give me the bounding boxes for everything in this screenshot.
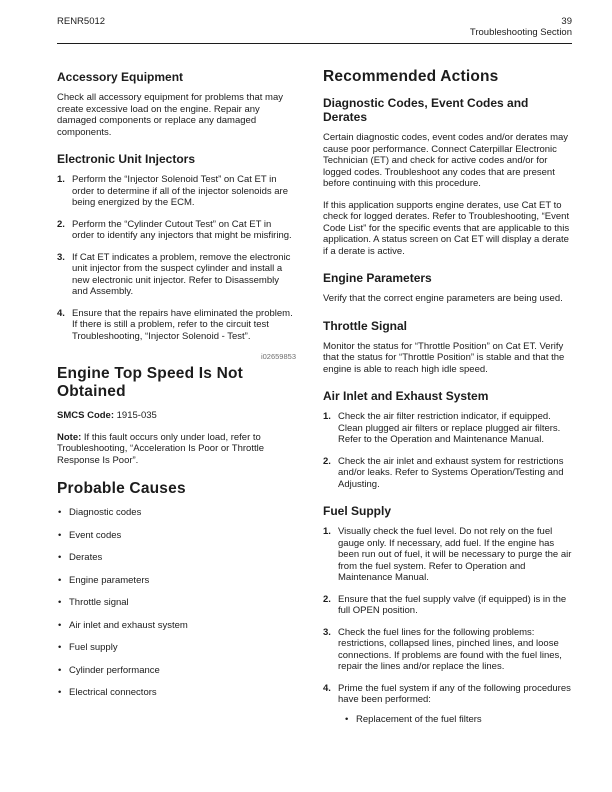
step-item: Visually check the fuel level. Do not rely on the fuel gauge only. If necessary, add fuel. If the engine has been run out of fuel, it will be necessary to purge the air from the fuel system. Refer to Operation and Maintenance Manual.	[338, 526, 572, 583]
step-item: If Cat ET indicates a problem, remove the electronic unit injector from the suspect cylinder and install a new electronic unit injector. Refer to Disassembly and Assembly.	[72, 251, 291, 297]
section-title: Troubleshooting Section	[469, 27, 572, 38]
diagnostic-codes-paragraph-1: Certain diagnostic codes, event codes and/or derates may cause poor performance. Connect Caterpillar Electronic Technician (ET) and check for active codes and/or for logged codes. Troubleshoot any codes that are present before continuing with this procedure.	[323, 132, 569, 189]
step-item: Check the air inlet and exhaust system for restrictions and/or leaks. Refer to Systems Operation/Testing and Adjusting.	[338, 455, 564, 490]
air-inlet-steps	[323, 411, 572, 490]
smcs-line	[57, 410, 296, 422]
page-number: 39	[561, 16, 572, 27]
electronic-unit-injectors-heading: Electronic Unit Injectors	[57, 152, 196, 166]
bullet-item: • Diagnostic codes	[57, 507, 296, 519]
throttle-signal-paragraph: Monitor the status for “Throttle Position” on Cat ET. Verify that the status for “Throttle Position” is stable and that the engine is able to reach high idle speed.	[323, 340, 565, 375]
right-column	[323, 44, 572, 735]
step-item-text: Prime the fuel system if any of the following procedures have been performed:	[338, 682, 571, 705]
fuel-supply-sub-list	[338, 714, 572, 726]
bullet-item: • Cylinder performance	[57, 665, 296, 677]
step-item	[323, 683, 572, 726]
engine-top-speed-heading: Engine Top Speed Is Not Obtained	[57, 365, 244, 400]
engine-parameters-paragraph: Verify that the correct engine parameters are being used.	[323, 293, 563, 304]
air-inlet-heading: Air Inlet and Exhaust System	[323, 389, 489, 403]
bullet-item: • Event codes	[57, 530, 296, 542]
throttle-signal-heading: Throttle Signal	[323, 318, 407, 333]
accessory-equipment-paragraph: Check all accessory equipment for problems that may create excessive load on the engine. Repair any damaged components or replace any damaged components.	[57, 92, 283, 138]
note-label: Note:	[57, 431, 82, 443]
smcs-value: 1915-035	[116, 410, 157, 421]
sub-bullet-item: • Replacement of the fuel filters	[344, 714, 572, 726]
step-item: Perform the “Injector Solenoid Test” on Cat ET in order to determine if all of the injector solenoids are being energized by the ECM.	[72, 174, 288, 208]
doc-number: RENR5012	[57, 16, 106, 27]
left-column	[57, 44, 296, 735]
bullet-item: • Throttle signal	[57, 597, 296, 609]
probable-causes-heading: Probable Causes	[57, 480, 186, 497]
header-row	[57, 16, 572, 27]
accessory-equipment-heading: Accessory Equipment	[57, 70, 184, 84]
note-text: If this fault occurs only under load, refer to Troubleshooting, “Acceleration Is Poor or Throttle Response Is Poor”.	[57, 431, 264, 466]
step-item: Perform the “Cylinder Cutout Test” on Cat ET in order to identify any injectors that might be misfiring.	[72, 218, 292, 241]
bullet-item: • Engine parameters	[57, 575, 296, 587]
page-body	[0, 44, 612, 735]
smcs-label: SMCS Code:	[57, 410, 114, 421]
step-item: Ensure that the repairs have eliminated the problem. If there is still a problem, refer to the circuit test Troubleshooting, “Injector Solenoid - Test”.	[72, 307, 293, 342]
fuel-supply-heading: Fuel Supply	[323, 504, 392, 518]
step-item: Check the air filter restriction indicator, if equipped. Clean plugged air filters or replace plugged air filters. Refer to the Operation and Maintenance Manual.	[338, 411, 561, 445]
bullet-item: • Derates	[57, 552, 296, 564]
step-item: Ensure that the fuel supply valve (if equipped) is in the full OPEN position.	[338, 593, 567, 616]
electronic-unit-injectors-steps	[57, 174, 296, 342]
fuel-supply-steps	[323, 526, 572, 725]
diagnostic-codes-paragraph-2: If this application supports engine derates, use Cat ET to check for logged derates. Refer to Troubleshooting, “Event Code List” for the specific events that are applicable to this application. A status screen on Cat ET will display a derate if a derate is active.	[323, 199, 570, 257]
recommended-actions-heading: Recommended Actions	[323, 68, 499, 85]
step-item: Check the fuel lines for the following problems: restrictions, collapsed lines, pinched lines, and loose connections. If problems are found with the fuel lines, repair the lines and/or replace the lines.	[338, 626, 562, 672]
diagnostic-codes-heading: Diagnostic Codes, Event Codes and Derates	[323, 96, 529, 124]
publication-id: i02659853	[260, 352, 296, 361]
probable-causes-list	[57, 507, 296, 699]
bullet-item: • Air inlet and exhaust system	[57, 620, 296, 632]
bullet-item: • Electrical connectors	[57, 687, 296, 699]
engine-parameters-heading: Engine Parameters	[323, 271, 432, 285]
page-header	[0, 0, 612, 44]
note-line	[57, 432, 296, 467]
bullet-item: • Fuel supply	[57, 642, 296, 654]
header-section-row	[57, 27, 572, 39]
